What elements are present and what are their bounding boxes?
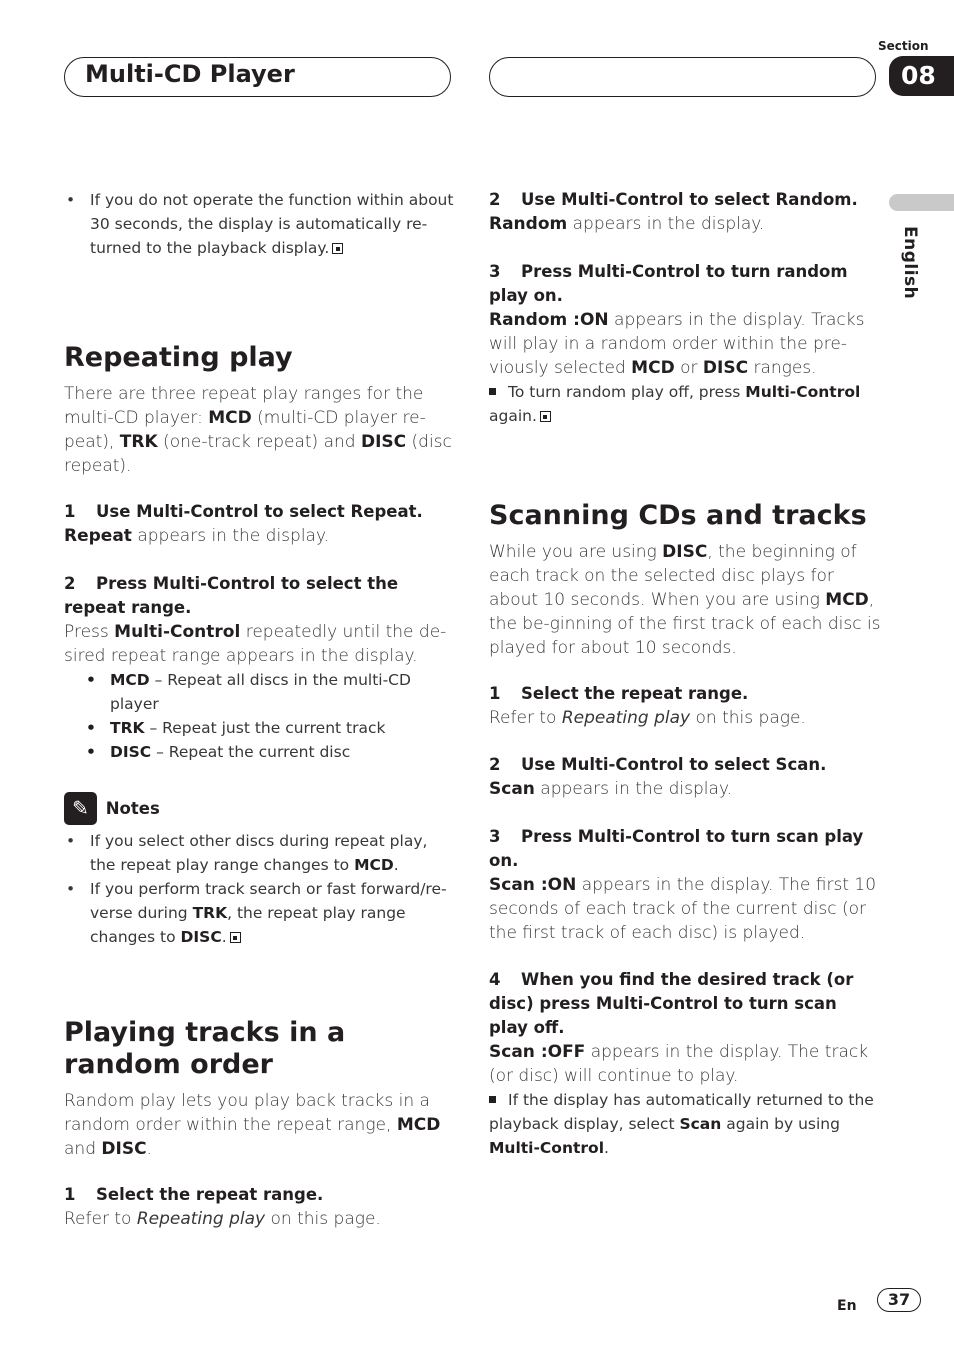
- scan-step-3-body: Scan :ON appears in the display. The first 10 seconds of each track of the current disc (or the first track of each disc) is played.: [489, 875, 877, 943]
- heading-random-play: Playing tracks in a random order: [64, 1017, 346, 1080]
- intro-bullet: • If you do not operate the function within about 30 seconds, the display is automatically re-turned to the playback display.: [64, 188, 456, 260]
- scan-step-4: 4 When you find the desired track (or disc) press Multi-Control to turn scan play off.: [489, 970, 854, 1037]
- random-step-2: 2 Use Multi-Control to select Random.: [489, 190, 858, 209]
- scan-step-1-body: Refer to Repeating play on this page.: [489, 708, 806, 728]
- notes-header: ✎ Notes: [64, 792, 456, 825]
- header-title-pill: [64, 57, 451, 97]
- page-title: Multi-CD Player: [85, 60, 295, 88]
- range-item-disc: • DISC – Repeat the current disc: [64, 740, 456, 764]
- heading-scanning: Scanning CDs and tracks: [489, 500, 867, 531]
- random-tip: To turn random play off, press Multi-Control again.: [489, 383, 861, 425]
- note-1: • If you select other discs during repeat play, the repeat play range changes to MCD.: [64, 829, 456, 877]
- scan-tip: If the display has automatically returned to the playback display, select Scan again by using Multi-Control.: [489, 1091, 874, 1157]
- section-label: Section: [878, 39, 929, 53]
- repeat-step-2: 2 Press Multi-Control to select the repeat range.: [64, 574, 399, 617]
- repeat-step-2-body: Press Multi-Control repeatedly until the de-sired repeat range appears in the display.: [64, 622, 447, 666]
- pencil-icon: ✎: [64, 792, 97, 825]
- end-mark-icon: [540, 411, 551, 422]
- language-tab-label: English: [900, 226, 920, 300]
- section-number-tab: 08: [889, 56, 954, 96]
- random-step-1: 1 Select the repeat range.: [64, 1185, 324, 1204]
- note-2: • If you perform track search or fast forward/re-verse during TRK, the repeat play range changes to DISC.: [64, 877, 456, 949]
- end-mark-icon: [230, 932, 241, 943]
- scan-intro: While you are using DISC, the beginning of each track on the selected disc plays for about 10 seconds. When you are using MCD, the be-ginning of the first track of each disc is played for about 10 seconds.: [489, 542, 881, 658]
- scan-step-3: 3 Press Multi-Control to turn scan play on.: [489, 827, 864, 870]
- scan-step-1: 1 Select the repeat range.: [489, 684, 749, 703]
- range-item-mcd: • MCD – Repeat all discs in the multi-CD player: [64, 668, 456, 716]
- square-bullet-icon: [489, 1096, 496, 1103]
- random-step-3-body: Random :ON appears in the display. Tracks will play in a random order within the pre-viously selected MCD or DISC ranges.: [489, 310, 865, 378]
- page-number: 37: [877, 1288, 921, 1312]
- right-column: [489, 188, 881, 1160]
- random-step-3: 3 Press Multi-Control to turn random play on.: [489, 262, 848, 305]
- random-step-1-body: Refer to Repeating play on this page.: [64, 1209, 381, 1229]
- repeat-step-1: 1 Use Multi-Control to select Repeat.: [64, 502, 423, 521]
- random-intro: Random play lets you play back tracks in a random order within the repeat range, MCD and DISC.: [64, 1091, 441, 1159]
- repeat-intro: There are three repeat play ranges for the multi-CD player: MCD (multi-CD player re-peat), TRK (one-track repeat) and DISC (disc repeat).: [64, 384, 452, 476]
- end-mark-icon: [332, 243, 343, 254]
- scan-step-2-body: Scan appears in the display.: [489, 779, 732, 799]
- square-bullet-icon: [489, 388, 496, 395]
- heading-repeating-play: Repeating play: [64, 342, 293, 373]
- random-step-2-body: Random appears in the display.: [489, 214, 765, 234]
- range-item-trk: • TRK – Repeat just the current track: [64, 716, 456, 740]
- scan-step-2: 2 Use Multi-Control to select Scan.: [489, 755, 827, 774]
- language-tab-marker: [889, 194, 954, 211]
- scan-step-4-body: Scan :OFF appears in the display. The track (or disc) will continue to play.: [489, 1042, 869, 1086]
- repeat-step-1-body: Repeat appears in the display.: [64, 526, 329, 546]
- footer-lang: En: [837, 1298, 857, 1314]
- left-column: [64, 188, 456, 1231]
- header-empty-pill: [489, 57, 876, 97]
